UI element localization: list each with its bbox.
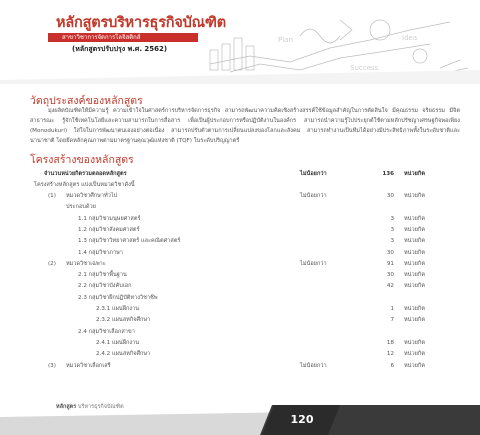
row-label: หมวดวิชาศึกษาทั่วไป <box>66 193 118 199</box>
row-credits: 12 <box>386 351 394 358</box>
row-label: หมวดวิชาเลือกเสรี <box>66 362 111 369</box>
table-row <box>44 292 464 304</box>
svg-text:Success: Success <box>350 64 379 72</box>
row-label: 2.3 กลุ่มวิชาฝึกปฏิบัติทางวิชาชีพ <box>78 294 158 301</box>
table-row <box>44 314 464 326</box>
row-label: 1.2 กลุ่มวิชาสังคมศาสตร์ <box>78 226 140 233</box>
row-label: 1.1 กลุ่มวิชามนุษยศาสตร์ <box>78 215 141 222</box>
header-unit: หน่วยกิต <box>404 171 425 177</box>
row-label: 1.4 กลุ่มวิชาภาษา <box>78 249 123 256</box>
row-credits: 30 <box>386 272 394 279</box>
footer-label-bold: หลักสูตร <box>56 404 77 410</box>
table-row <box>44 235 464 247</box>
row-credits: 3 <box>390 238 394 245</box>
header-credits: 136 <box>382 171 394 177</box>
footer-label-rest: บริหารธุรกิจบัณฑิต <box>77 404 124 410</box>
row-unit: หน่วยกิต <box>404 339 425 346</box>
row-credits: 42 <box>386 283 394 290</box>
header-condition: ไม่น้อยกว่า <box>300 171 327 177</box>
row-credits: 30 <box>386 249 394 256</box>
table-row <box>44 360 464 372</box>
row-label: 2.4.2 แผนสหกิจศึกษา <box>96 351 151 358</box>
row-unit: หน่วยกิต <box>404 226 425 233</box>
row-label: 2.1 กลุ่มวิชาพื้นฐาน <box>78 272 127 279</box>
row-label: หมวดวิชาเฉพาะ <box>66 260 106 267</box>
row-credits: 6 <box>390 362 394 369</box>
row-number: (3) <box>48 362 56 369</box>
table-row <box>44 224 464 236</box>
header-item: จำนวนหน่วยกิตรวมตลอดหลักสูตร <box>44 171 127 177</box>
row-credits: 7 <box>390 317 394 324</box>
table-row <box>44 348 464 360</box>
row-unit: หน่วยกิต <box>404 362 425 369</box>
footer-band <box>0 395 480 435</box>
objectives-paragraph: มุ่งผลิตบัณฑิตให้มีความรู้ ความเข้าใจในศาสตร์การบริหารจัดการธุรกิจ สามารถพัฒนาความคิดเชิงสร้างสรรค์ใช้ข้อมูลสำคัญในการตัดสินใจ มีคุณธรรม จริยธรรม มีจิตสาธารณะ รู้จักใช้เทคโนโลยีและความสามารถในการสื่อสาร เพื่อเป็นผู้ประกอบการหรือปฏิบัติงานในองค์กร สามารถนำความรู้ไปประยุกต์ใช้ตามหลักปรัชญาเศรษฐกิจพอเพียง (Monodukuri) ใส่ใจในการพัฒนาตนเองอย่างต่อเนื่อง สามารถปรับตัวตามการเปลี่ยนแปลงของโลกและสังคม สามารถทำงานเป็นทีมได้อย่างมีประสิทธิภาพทั้งในระดับชาติและนานาชาติ โดยยึดหลักคุณภาพตามมาตรฐานคุณวุฒิแห่งชาติ (TQF) ในระดับปริญญาตรี <box>30 108 460 144</box>
page-title: หลักสูตรบริหารธุรกิจบัณฑิต <box>56 15 226 31</box>
table-row <box>44 190 464 202</box>
row-credits: 18 <box>386 339 394 346</box>
row-label: 2.4.1 แผนฝึกงาน <box>96 339 140 346</box>
intro-label: โครงสร้างหลักสูตร แบ่งเป็นหมวดวิชาดังนี้ <box>34 182 135 188</box>
row-credits: 3 <box>390 226 394 233</box>
objectives-heading: วัตถุประสงค์ของหลักสูตร <box>30 95 143 107</box>
page-subtitle: สาขาวิชาการจัดการโลจิสติกส์ <box>62 34 141 41</box>
row-label: 1.3 กลุ่มวิชาวิทยาศาสตร์ และคณิตศาสตร์ <box>78 238 181 245</box>
table-row <box>44 201 464 213</box>
footer-label <box>56 403 124 411</box>
row-unit: หน่วยกิต <box>404 215 425 222</box>
row-unit: หน่วยกิต <box>404 193 425 199</box>
row-condition: ไม่น้อยกว่า <box>300 260 327 267</box>
row-number: (2) <box>48 260 56 267</box>
row-unit: หน่วยกิต <box>404 351 425 358</box>
row-unit: หน่วยกิต <box>404 272 425 279</box>
header-banner <box>0 0 480 84</box>
row-label: 2.4 กลุ่มวิชาเลือกสาขา <box>78 328 135 335</box>
table-row <box>44 280 464 292</box>
row-unit: หน่วยกิต <box>404 317 425 324</box>
table-row <box>44 303 464 315</box>
row-unit: หน่วยกิต <box>404 306 425 312</box>
row-label: 2.3.2 แผนสหกิจศึกษา <box>96 317 151 324</box>
row-label: 2.2 กลุ่มวิชาบังคับเอก <box>78 283 132 290</box>
row-condition: ไม่น้อยกว่า <box>300 362 327 369</box>
row-label: 2.3.1 แผนฝึกงาน <box>96 306 140 312</box>
row-unit: หน่วยกิต <box>404 283 425 290</box>
row-credits: 30 <box>386 193 394 199</box>
row-credits: 3 <box>390 215 394 222</box>
svg-text:Idea: Idea <box>402 34 418 42</box>
structure-heading: โครงสร้างของหลักสูตร <box>30 154 134 166</box>
row-unit: หน่วยกิต <box>404 238 425 245</box>
row-unit: หน่วยกิต <box>404 249 425 256</box>
row-number: (1) <box>48 193 56 199</box>
table-row <box>44 247 464 259</box>
row-label: ประกอบด้วย <box>66 204 96 211</box>
table-row <box>44 337 464 349</box>
row-credits: 91 <box>386 260 394 267</box>
curriculum-year: (หลักสูตรปรับปรุง พ.ศ. 2562) <box>72 45 168 53</box>
table-row <box>44 213 464 225</box>
table-row <box>44 269 464 281</box>
row-credits: 1 <box>390 306 394 312</box>
row-condition: ไม่น้อยกว่า <box>300 193 327 199</box>
svg-text:Plan: Plan <box>278 36 293 44</box>
row-unit: หน่วยกิต <box>404 260 425 267</box>
table-row <box>44 326 464 338</box>
table-row <box>44 258 464 270</box>
page-number: 120 <box>290 413 314 426</box>
